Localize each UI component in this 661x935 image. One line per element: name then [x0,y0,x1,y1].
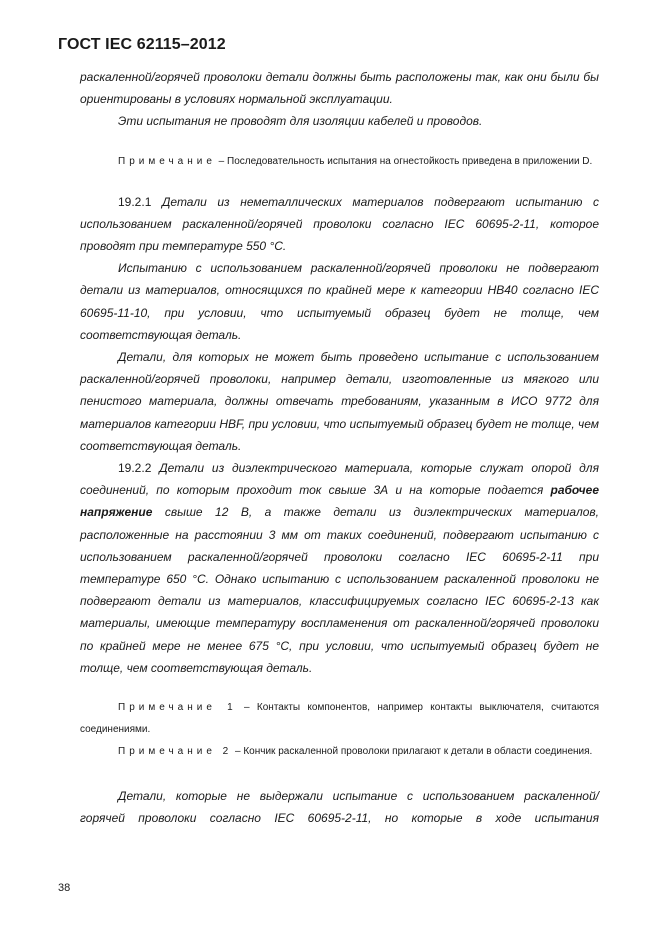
clause-number: 19.2.1 [118,194,152,209]
note-label: Примечание [118,155,216,167]
clause-text-after: свыше 12 В, а также детали из диэлектрических материалов, расположенные на расстоянии 3 мм от таких соединений, подвергают испытанию с использованием раскаленной/горячей проволоки согласно IEC 60695-2-11 при температуре 650 °С. Однако испытанию с использованием раскаленной проволоки не подвергают детали из материалов, классифицируемых согласно IEC 60695-2-13 как материалы, имеющие температуру воспламенения от раскаленной/горячей проволоки по крайней мере не менее 675 °С, при условии, что испытуемый образец будет не толще, чем соответствующая деталь. [80,505,599,675]
paragraph-failed-parts: Детали, которые не выдержали испытание с использованием раскаленной/горячей проволоки согласно IEC 60695-2-11, но которые в ходе испытания [80,789,599,826]
document-body [80,66,599,829]
clause-19-2-2 [80,457,599,679]
clause-text: Детали из неметаллических материалов подвергают испытанию с использованием раскаленной/горячей проволоки согласно IEC 60695-2-11, которое проводят при температуре 550 °С. [80,194,599,254]
clause-text-before: Детали из диэлектрического материала, которые служат опорой для соединений, по которым проходит ток свыше 3А и на которые подается [80,461,599,498]
note-text: – Кончик раскаленной проволоки прилагают к детали в области соединения. [232,746,593,758]
clause-19-2-1 [80,191,599,258]
page-number: 38 [58,882,71,894]
spacer [80,133,599,151]
document-header-title: ГОСТ IEC 62115–2012 [58,36,226,53]
paragraph-hbf-requirement: Детали, для которых не может быть проведено испытание с использованием раскаленной/горячей проволоки, например детали, изготовленные из мягкого или пенистого материала, должны отвечать требованиям, указанным в ИСО 9772 для материалов категории HBF, при условии, что испытуемый образец будет не толще, чем соответствующая деталь. [80,350,599,453]
paragraph-exclusion: Эти испытания не проводят для изоляции кабелей и проводов. [118,114,483,129]
note-fire-test-sequence [80,151,599,173]
note-text: – Последовательность испытания на огнестойкость приведена в приложении D. [215,155,593,167]
clause-number: 19.2.2 [118,461,152,476]
clause-term-working-voltage: рабочее напряжение [80,483,599,520]
spacer [80,679,599,697]
note-label: Примечание 2 [118,746,233,758]
spacer [80,763,599,785]
note-text: – Контакты компонентов, например контакты выключателя, считаются соединениями. [80,702,599,736]
spacer [80,173,599,191]
note-2-wire-tip [80,741,599,763]
paragraph-hb40-exemption: Испытанию с использованием раскаленной/горячей проволоки не подвергают детали из материалов, относящихся по крайней мере к категории HB40 согласно IEC 60695-11-10, при условии, что испытуемый образец будет не толще, чем соответствующая деталь. [80,261,599,342]
note-1-contacts [80,697,599,741]
paragraph-continuation: раскаленной/горячей проволоки детали должны быть расположены так, как они были бы ориентированы в условиях нормальной эксплуатации. [80,70,599,107]
note-label: Примечание 1 [118,702,237,714]
